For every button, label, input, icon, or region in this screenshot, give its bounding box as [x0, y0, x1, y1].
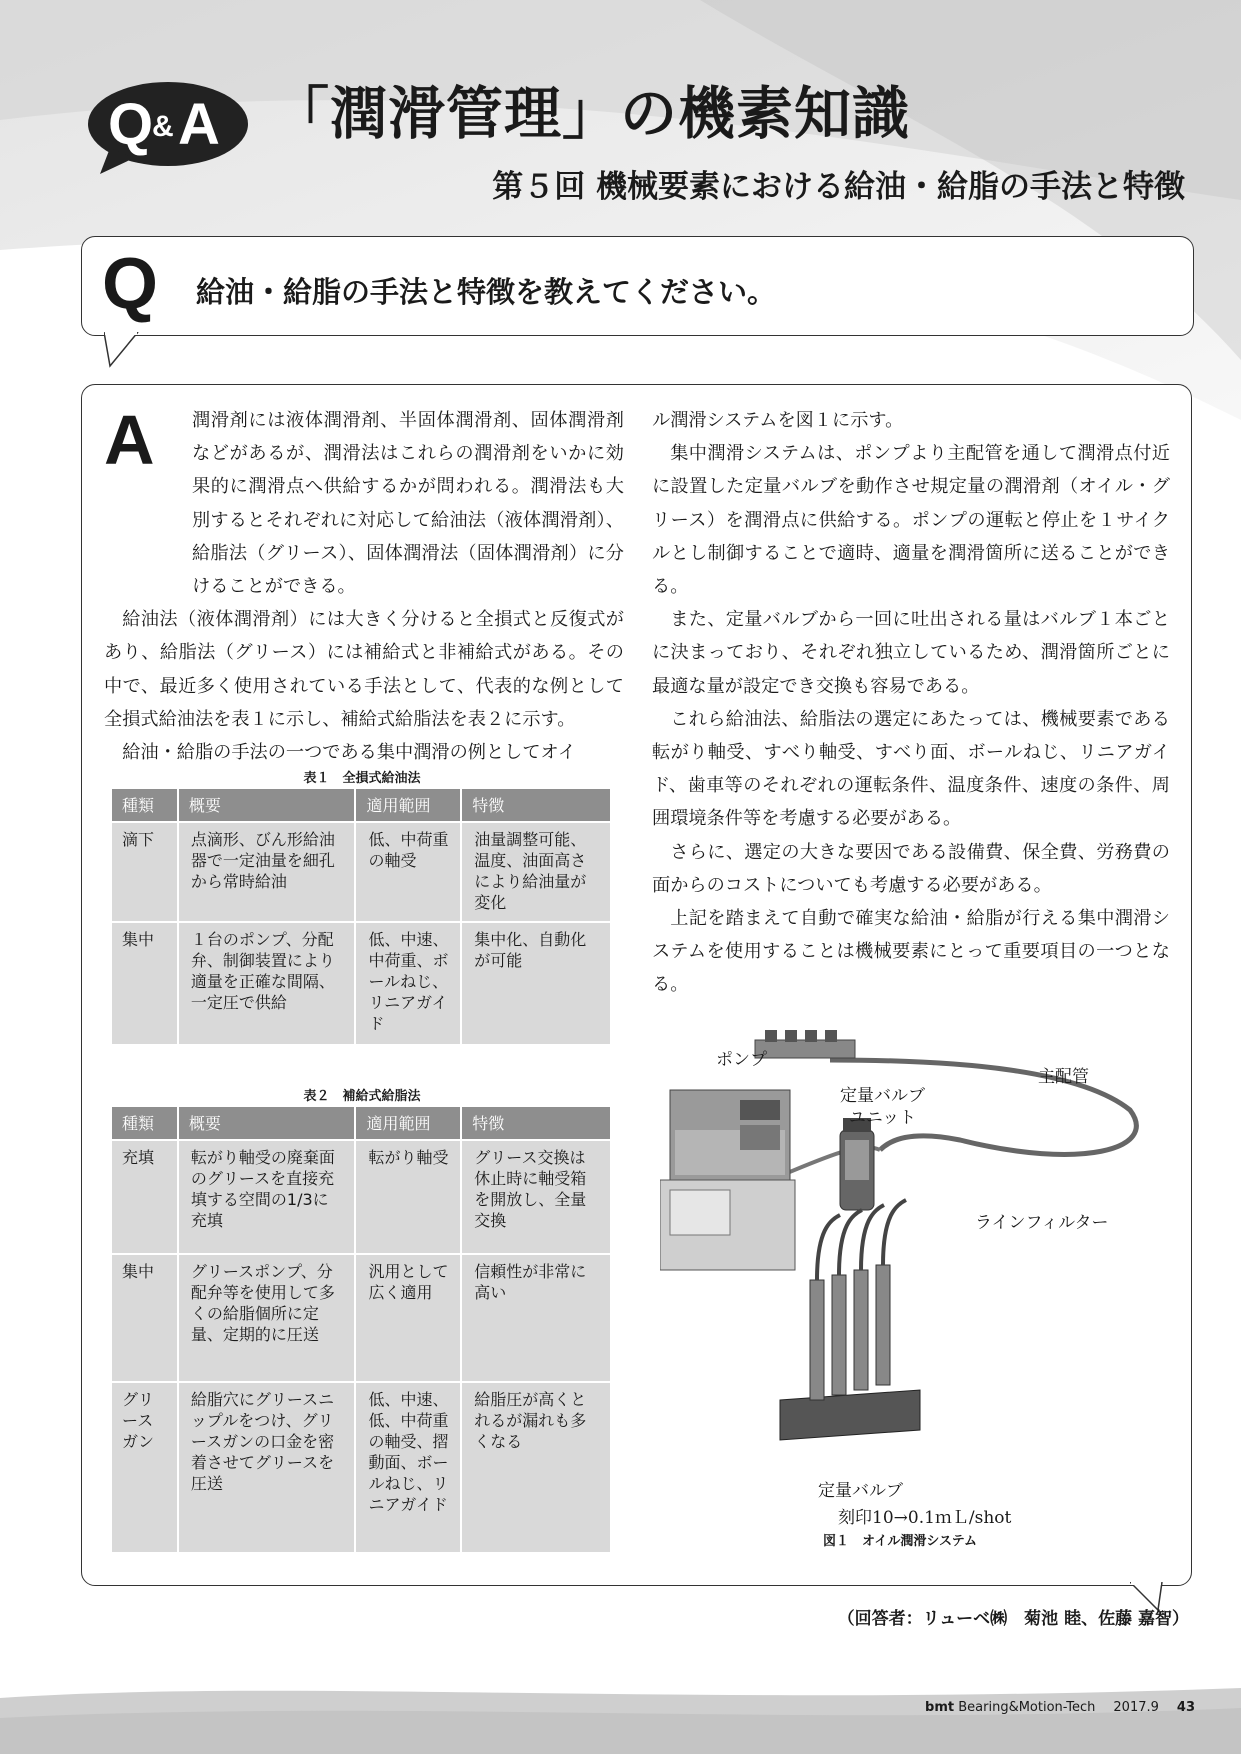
table-cell: 信頼性が非常に高い — [461, 1254, 611, 1382]
logo-a: A — [178, 92, 220, 157]
table1-caption: 表１ 全損式給油法 — [303, 771, 421, 786]
table-cell: グリースガン — [112, 1382, 178, 1552]
table-cell: 油量調整可能、温度、油面高さにより給油量が変化 — [461, 822, 611, 922]
table-cell: 低、中荷重の軸受 — [355, 822, 461, 922]
table-cell: 汎用として広く適用 — [355, 1254, 461, 1382]
answer-paragraph: 給油・給脂の手法の一つである集中潤滑の例としてオイ — [122, 742, 576, 764]
question-mark: Q — [102, 244, 159, 324]
footer-magazine: Bearing&Motion-Tech — [958, 1700, 1096, 1715]
answer-paragraph: 潤滑剤には液体潤滑剤、半固体潤滑剤、固体潤滑剤などがあるが、潤滑法はこれらの潤滑剤をいかに効果的に潤滑点へ供給するかが問われる。潤滑法も大別するとそれぞれに対応して給油法（液体潤滑剤）、給脂法（グリース）、固体潤滑法（固体潤滑剤）に分けることができる。 — [192, 410, 624, 598]
table-header: 適用範囲 — [355, 789, 461, 822]
table-header: 概要 — [178, 789, 356, 822]
table-row — [112, 1254, 611, 1382]
metering-valve-block-icon — [780, 1200, 920, 1440]
answer-right-column — [652, 404, 1170, 1002]
table2-caption: 表２ 補給式給脂法 — [303, 1089, 421, 1104]
answer-paragraph: 上記を踏まえて自動で確実な給油・給脂が行える集中潤滑システムを使用することは機械要素にとって重要項目の一つとなる。 — [652, 908, 1170, 996]
figure-label-main-pipe: 主配管 — [1038, 1067, 1089, 1087]
answer-paragraph: これら給油法、給脂法の選定にあたっては、機械要素である転がり軸受、すべり軸受、すべり面、ボールねじ、リニアガイド、歯車等のそれぞれの運転条件、温度条件、速度の条件、周囲環境条件等を考慮する必要がある。 — [652, 708, 1170, 830]
table2 — [112, 1107, 612, 1552]
table-header: 種類 — [112, 1107, 178, 1140]
table1 — [112, 789, 612, 1044]
figure-label-valve: 定量バルブ — [818, 1481, 903, 1501]
table-cell: 集中化、自動化が可能 — [461, 922, 611, 1044]
table-header: 概要 — [178, 1107, 356, 1140]
table-cell: 点滴形、びん形給油器で一定油量を細孔から常時給油 — [178, 822, 356, 922]
table-cell: 転がり軸受の廃棄面のグリースを直接充填する空間の1/3に充填 — [178, 1140, 356, 1254]
table-cell: グリース交換は休止時に軸受箱を開放し、全量交換 — [461, 1140, 611, 1254]
table-cell: 給脂圧が高くとれるが漏れも多くなる — [461, 1382, 611, 1552]
footer — [925, 1700, 1195, 1715]
line-filter-icon — [840, 1118, 874, 1210]
table-header: 適用範囲 — [355, 1107, 461, 1140]
figure-label-line-filter: ラインフィルター — [975, 1213, 1109, 1233]
table-cell: 滴下 — [112, 822, 178, 922]
table-cell: 給脂穴にグリースニップルをつけ、グリースガンの口金を密着させてグリースを圧送 — [178, 1382, 356, 1552]
table-cell: 転がり軸受 — [355, 1140, 461, 1254]
figure-label-pump: ポンプ — [716, 1050, 767, 1070]
answer-paragraph: 給油法（液体潤滑剤）には大きく分けると全損式と反復式があり、給脂法（グリース）には補給式と非補給式がある。その中で、最近多く使用されている手法として、代表的な例として全損式給油法を表１に示し、補給式給脂法を表２に示す。 — [104, 609, 624, 730]
figure-label-valve-spec: 刻印10→0.1ｍＬ/shot — [838, 1508, 1012, 1528]
logo-amp: & — [152, 110, 174, 143]
footer-brand: bmt — [925, 1700, 955, 1715]
table-header: 種類 — [112, 789, 178, 822]
figure-label-valve-unit: 定量バルブ ユニット — [840, 1086, 925, 1128]
table-cell: 充填 — [112, 1140, 178, 1254]
table-header: 特徴 — [461, 789, 611, 822]
answer-drop-cap: A — [104, 401, 155, 479]
table-cell: 低、中速、中荷重、ボールねじ、リニアガイド — [355, 922, 461, 1044]
question-text: 給油・給脂の手法と特徴を教えてください。 — [196, 275, 777, 309]
answer-paragraph: さらに、選定の大きな要因である設備費、保全費、労務費の面からのコストについても考慮する必要がある。 — [652, 841, 1170, 896]
answer-paragraph: ル潤滑システムを図１に示す。 — [652, 410, 904, 431]
valve-unit-icon — [755, 1030, 855, 1058]
table-row — [112, 1382, 611, 1552]
table-header: 特徴 — [461, 1107, 611, 1140]
table-row — [112, 822, 611, 922]
table-row — [112, 1140, 611, 1254]
table-cell: 低、中速、低、中荷重の軸受、摺動面、ボールねじ、リニアガイド — [355, 1382, 461, 1552]
question-bubble-tail — [104, 332, 144, 368]
logo-q: Q — [108, 92, 154, 157]
page-subtitle: 第５回 機械要素における給油・給脂の手法と特徴 — [492, 169, 1185, 205]
answer-paragraph: また、定量バルブから一回に吐出される量はバルブ１本ごとに決まっており、それぞれ独立しているため、潤滑箇所ごとに最適な量が設定でき交換も容易である。 — [652, 609, 1170, 697]
figure-caption: 図１ オイル潤滑システム — [823, 1534, 978, 1549]
qa-logo — [86, 78, 256, 176]
table-cell: グリースポンプ、分配弁等を使用して多くの給脂個所に定量、定期的に圧送 — [178, 1254, 356, 1382]
footer-issue: 2017.9 — [1113, 1700, 1159, 1715]
page-title: 「潤滑管理」の機素知識 — [272, 81, 910, 147]
page-number: 43 — [1176, 1700, 1195, 1715]
answerer-credit: （回答者：リューベ㈱ 菊池 睦、佐藤 嘉智） — [837, 1609, 1189, 1629]
pump-icon — [660, 1090, 795, 1270]
answer-paragraph: 集中潤滑システムは、ポンプより主配管を通して潤滑点付近に設置した定量バルブを動作させ規定量の潤滑剤（オイル・グリース）を潤滑点に供給する。ポンプの運転と停止を１サイクルとし制御することで適時、適量を潤滑箇所に送ることができる。 — [652, 443, 1170, 598]
answer-left-column — [104, 401, 624, 769]
table-cell: １台のポンプ、分配弁、制御装置により適量を正確な間隔、一定圧で供給 — [178, 922, 356, 1044]
table-cell: 集中 — [112, 922, 178, 1044]
table-row — [112, 922, 611, 1044]
table-cell: 集中 — [112, 1254, 178, 1382]
